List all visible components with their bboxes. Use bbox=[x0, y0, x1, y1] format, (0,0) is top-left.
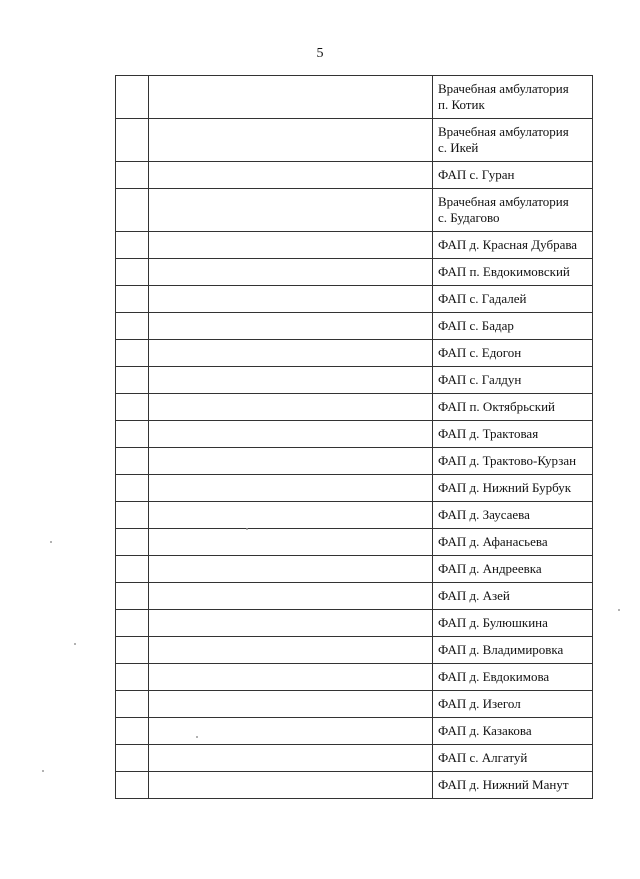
empty-cell bbox=[149, 367, 433, 394]
empty-cell bbox=[149, 745, 433, 772]
empty-cell bbox=[149, 691, 433, 718]
table-row bbox=[116, 718, 593, 745]
table-row bbox=[116, 119, 593, 162]
facility-name-cell: ФАП д. Владимировка bbox=[433, 637, 593, 664]
table-row bbox=[116, 556, 593, 583]
scan-speck bbox=[42, 770, 44, 772]
number-cell bbox=[116, 664, 149, 691]
table-row bbox=[116, 162, 593, 189]
number-cell bbox=[116, 610, 149, 637]
page-number: 5 bbox=[316, 46, 324, 61]
table-row bbox=[116, 745, 593, 772]
number-cell bbox=[116, 448, 149, 475]
facility-name-line: Врачебная амбулатория bbox=[438, 194, 569, 209]
facility-name-line: Врачебная амбулатория bbox=[438, 81, 569, 96]
facility-name-cell: ФАП с. Алгатуй bbox=[433, 745, 593, 772]
number-cell bbox=[116, 189, 149, 232]
facility-name-cell: ФАП д. Казакова bbox=[433, 718, 593, 745]
number-cell bbox=[116, 162, 149, 189]
facility-name-cell: ФАП с. Гадалей bbox=[433, 286, 593, 313]
table-row bbox=[116, 772, 593, 799]
facility-name-cell: ФАП д. Изегол bbox=[433, 691, 593, 718]
facility-name-cell: ФАП д. Азей bbox=[433, 583, 593, 610]
facility-name-cell: ФАП д. Булюшкина bbox=[433, 610, 593, 637]
empty-cell bbox=[149, 162, 433, 189]
empty-cell bbox=[149, 76, 433, 119]
scan-speck bbox=[618, 609, 620, 611]
facility-name-line: п. Котик bbox=[438, 97, 485, 112]
facility-name-line: с. Икей bbox=[438, 140, 479, 155]
table-row bbox=[116, 691, 593, 718]
table-row bbox=[116, 475, 593, 502]
empty-cell bbox=[149, 637, 433, 664]
empty-cell bbox=[149, 394, 433, 421]
number-cell bbox=[116, 475, 149, 502]
facility-table bbox=[115, 75, 593, 799]
facility-name-cell: ФАП д. Евдокимова bbox=[433, 664, 593, 691]
table-row bbox=[116, 610, 593, 637]
number-cell bbox=[116, 529, 149, 556]
empty-cell bbox=[149, 119, 433, 162]
number-cell bbox=[116, 119, 149, 162]
table-row bbox=[116, 232, 593, 259]
facility-name-cell bbox=[433, 189, 593, 232]
table-row bbox=[116, 259, 593, 286]
empty-cell bbox=[149, 232, 433, 259]
table-row bbox=[116, 189, 593, 232]
empty-cell bbox=[149, 189, 433, 232]
facility-name-cell: ФАП д. Красная Дубрава bbox=[433, 232, 593, 259]
scan-speck bbox=[74, 643, 76, 645]
empty-cell bbox=[149, 610, 433, 637]
facility-name-cell: ФАП п. Евдокимовский bbox=[433, 259, 593, 286]
table-row bbox=[116, 448, 593, 475]
empty-cell bbox=[149, 475, 433, 502]
number-cell bbox=[116, 745, 149, 772]
number-cell bbox=[116, 340, 149, 367]
number-cell bbox=[116, 691, 149, 718]
table-row bbox=[116, 340, 593, 367]
empty-cell bbox=[149, 664, 433, 691]
number-cell bbox=[116, 718, 149, 745]
facility-name-line: Врачебная амбулатория bbox=[438, 124, 569, 139]
facility-name-cell: ФАП д. Трактовая bbox=[433, 421, 593, 448]
empty-cell bbox=[149, 718, 433, 745]
facility-name-cell: ФАП с. Гуран bbox=[433, 162, 593, 189]
empty-cell bbox=[149, 529, 433, 556]
table-row bbox=[116, 367, 593, 394]
facility-name-cell: ФАП д. Нижний Манут bbox=[433, 772, 593, 799]
empty-cell bbox=[149, 556, 433, 583]
table-row bbox=[116, 394, 593, 421]
number-cell bbox=[116, 367, 149, 394]
facility-name-cell: ФАП д. Андреевка bbox=[433, 556, 593, 583]
scan-speck bbox=[50, 541, 52, 543]
number-cell bbox=[116, 502, 149, 529]
facility-name-line: с. Будагово bbox=[438, 210, 500, 225]
empty-cell bbox=[149, 313, 433, 340]
number-cell bbox=[116, 556, 149, 583]
table-row bbox=[116, 583, 593, 610]
number-cell bbox=[116, 772, 149, 799]
number-cell bbox=[116, 76, 149, 119]
empty-cell bbox=[149, 583, 433, 610]
facility-name-cell: ФАП д. Нижний Бурбук bbox=[433, 475, 593, 502]
empty-cell bbox=[149, 259, 433, 286]
number-cell bbox=[116, 286, 149, 313]
facility-name-cell: ФАП д. Заусаева bbox=[433, 502, 593, 529]
empty-cell bbox=[149, 421, 433, 448]
table-row bbox=[116, 529, 593, 556]
scan-speck bbox=[196, 736, 198, 738]
scan-speck bbox=[246, 528, 248, 530]
facility-name-cell: ФАП п. Октябрьский bbox=[433, 394, 593, 421]
table-row bbox=[116, 664, 593, 691]
number-cell bbox=[116, 583, 149, 610]
empty-cell bbox=[149, 502, 433, 529]
empty-cell bbox=[149, 340, 433, 367]
number-cell bbox=[116, 637, 149, 664]
table-row bbox=[116, 637, 593, 664]
empty-cell bbox=[149, 286, 433, 313]
number-cell bbox=[116, 232, 149, 259]
facility-name-cell: ФАП д. Афанасьева bbox=[433, 529, 593, 556]
table-row bbox=[116, 502, 593, 529]
facility-name-cell bbox=[433, 119, 593, 162]
table-row bbox=[116, 286, 593, 313]
empty-cell bbox=[149, 448, 433, 475]
number-cell bbox=[116, 259, 149, 286]
facility-name-cell: ФАП д. Трактово-Курзан bbox=[433, 448, 593, 475]
empty-cell bbox=[149, 772, 433, 799]
facility-name-cell: ФАП с. Бадар bbox=[433, 313, 593, 340]
table-row bbox=[116, 76, 593, 119]
facility-name-cell: ФАП с. Галдун bbox=[433, 367, 593, 394]
facility-name-cell bbox=[433, 76, 593, 119]
table-row bbox=[116, 313, 593, 340]
number-cell bbox=[116, 313, 149, 340]
table-row bbox=[116, 421, 593, 448]
number-cell bbox=[116, 421, 149, 448]
number-cell bbox=[116, 394, 149, 421]
facility-name-cell: ФАП с. Едогон bbox=[433, 340, 593, 367]
